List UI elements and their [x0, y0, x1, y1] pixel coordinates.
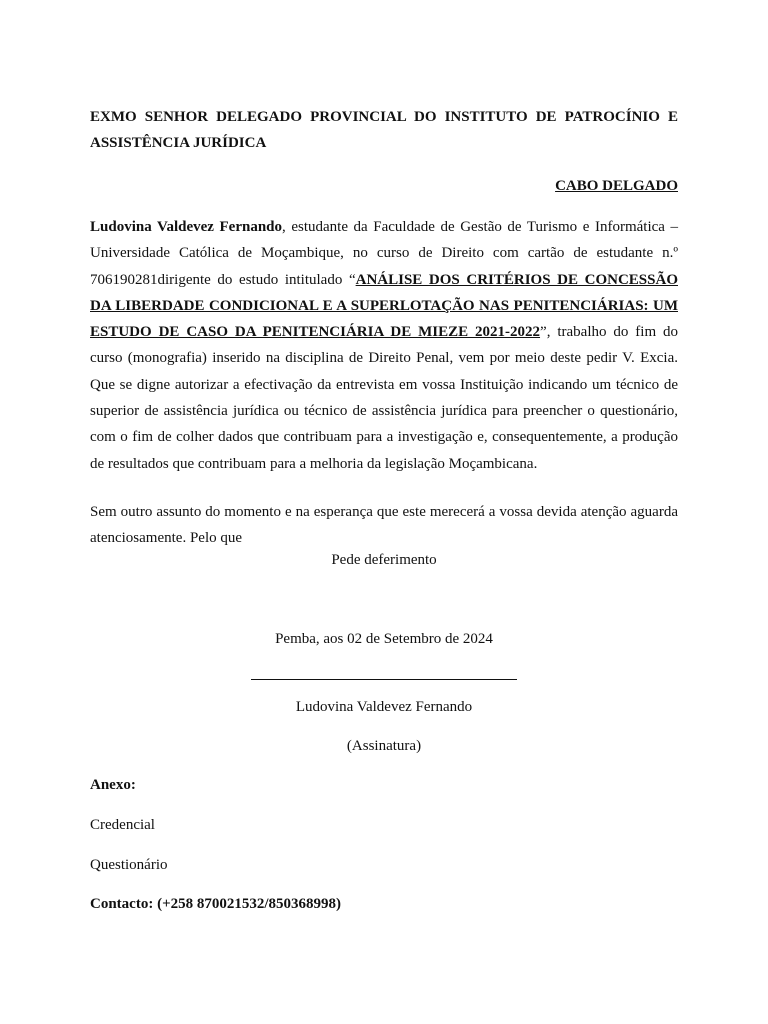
body-rest: ”, trabalho do fim do curso (monografia) inserido na disciplina de Direito Penal, vem por meio deste pedir V. Excia. Que se digne autorizar a efectivação da entrevista em vossa Instituição indicando um técnico de superior de assistência jurídica ou técnico de assistência jurídica para preencher o questionário, com o fim de colher dados que contribuam para a investigação e, consequentemente, a produção de resultados que contribuam para a melhoria da legislação Moçambicana.: [90, 324, 679, 472]
request-text: Pede deferimento: [331, 552, 437, 568]
addressee: [90, 104, 678, 157]
contact-text: Contacto: (+258 870021532/850368998): [90, 896, 342, 912]
place-date: [0, 631, 768, 648]
annex-item: [90, 857, 167, 874]
signatory-name-text: Ludovina Valdevez Fernando: [295, 699, 473, 715]
signature-line: [251, 679, 517, 680]
closing-paragraph: [90, 499, 678, 552]
annex-item-questionario: Questionário: [90, 857, 168, 873]
contact-line: [90, 896, 341, 913]
location-heading: [90, 173, 678, 199]
annex-item: [90, 817, 155, 834]
study-title: ANÁLISE DOS CRITÉRIOS DE CONCESSÃO DA LIBERDADE CONDICIONAL E A SUPERLOTAÇÃO NAS PENITENCIÁRIAS: UM ESTUDO DE CASO DA PENITENCIÁRIA DE MIEZE 2021-2022: [90, 271, 678, 341]
place-date-text: Pemba, aos 02 de Setembro de 2024: [275, 631, 493, 647]
request-line: [0, 552, 768, 569]
location-heading-text: CABO DELGADO: [555, 178, 678, 194]
signature-caption-text: (Assinatura): [346, 738, 422, 754]
annex-item-credencial: Credencial: [90, 817, 155, 833]
sender-name: Ludovina Valdevez Fernando: [90, 219, 283, 235]
addressee-text: EXMO SENHOR DELEGADO PROVINCIAL DO INSTITUTO DE PATROCÍNIO E ASSISTÊNCIA JURÍDICA: [90, 109, 678, 152]
annex-heading: [90, 777, 136, 794]
annex-heading-text: Anexo:: [90, 777, 136, 793]
body-intro: , estudante da Faculdade de Gestão de Turismo e Informática – Universidade Católica de Moçambique, no curso de Direito com cartão de estudante n.º 706190281dirigente do estudo intitulado “: [90, 219, 679, 288]
signatory-name: [0, 699, 768, 716]
signature-caption: [0, 738, 768, 755]
body-paragraph: [90, 214, 678, 477]
closing-text: Sem outro assunto do momento e na esperança que este merecerá a vossa devida atenção aguarda atenciosamente. Pelo que: [90, 504, 678, 547]
